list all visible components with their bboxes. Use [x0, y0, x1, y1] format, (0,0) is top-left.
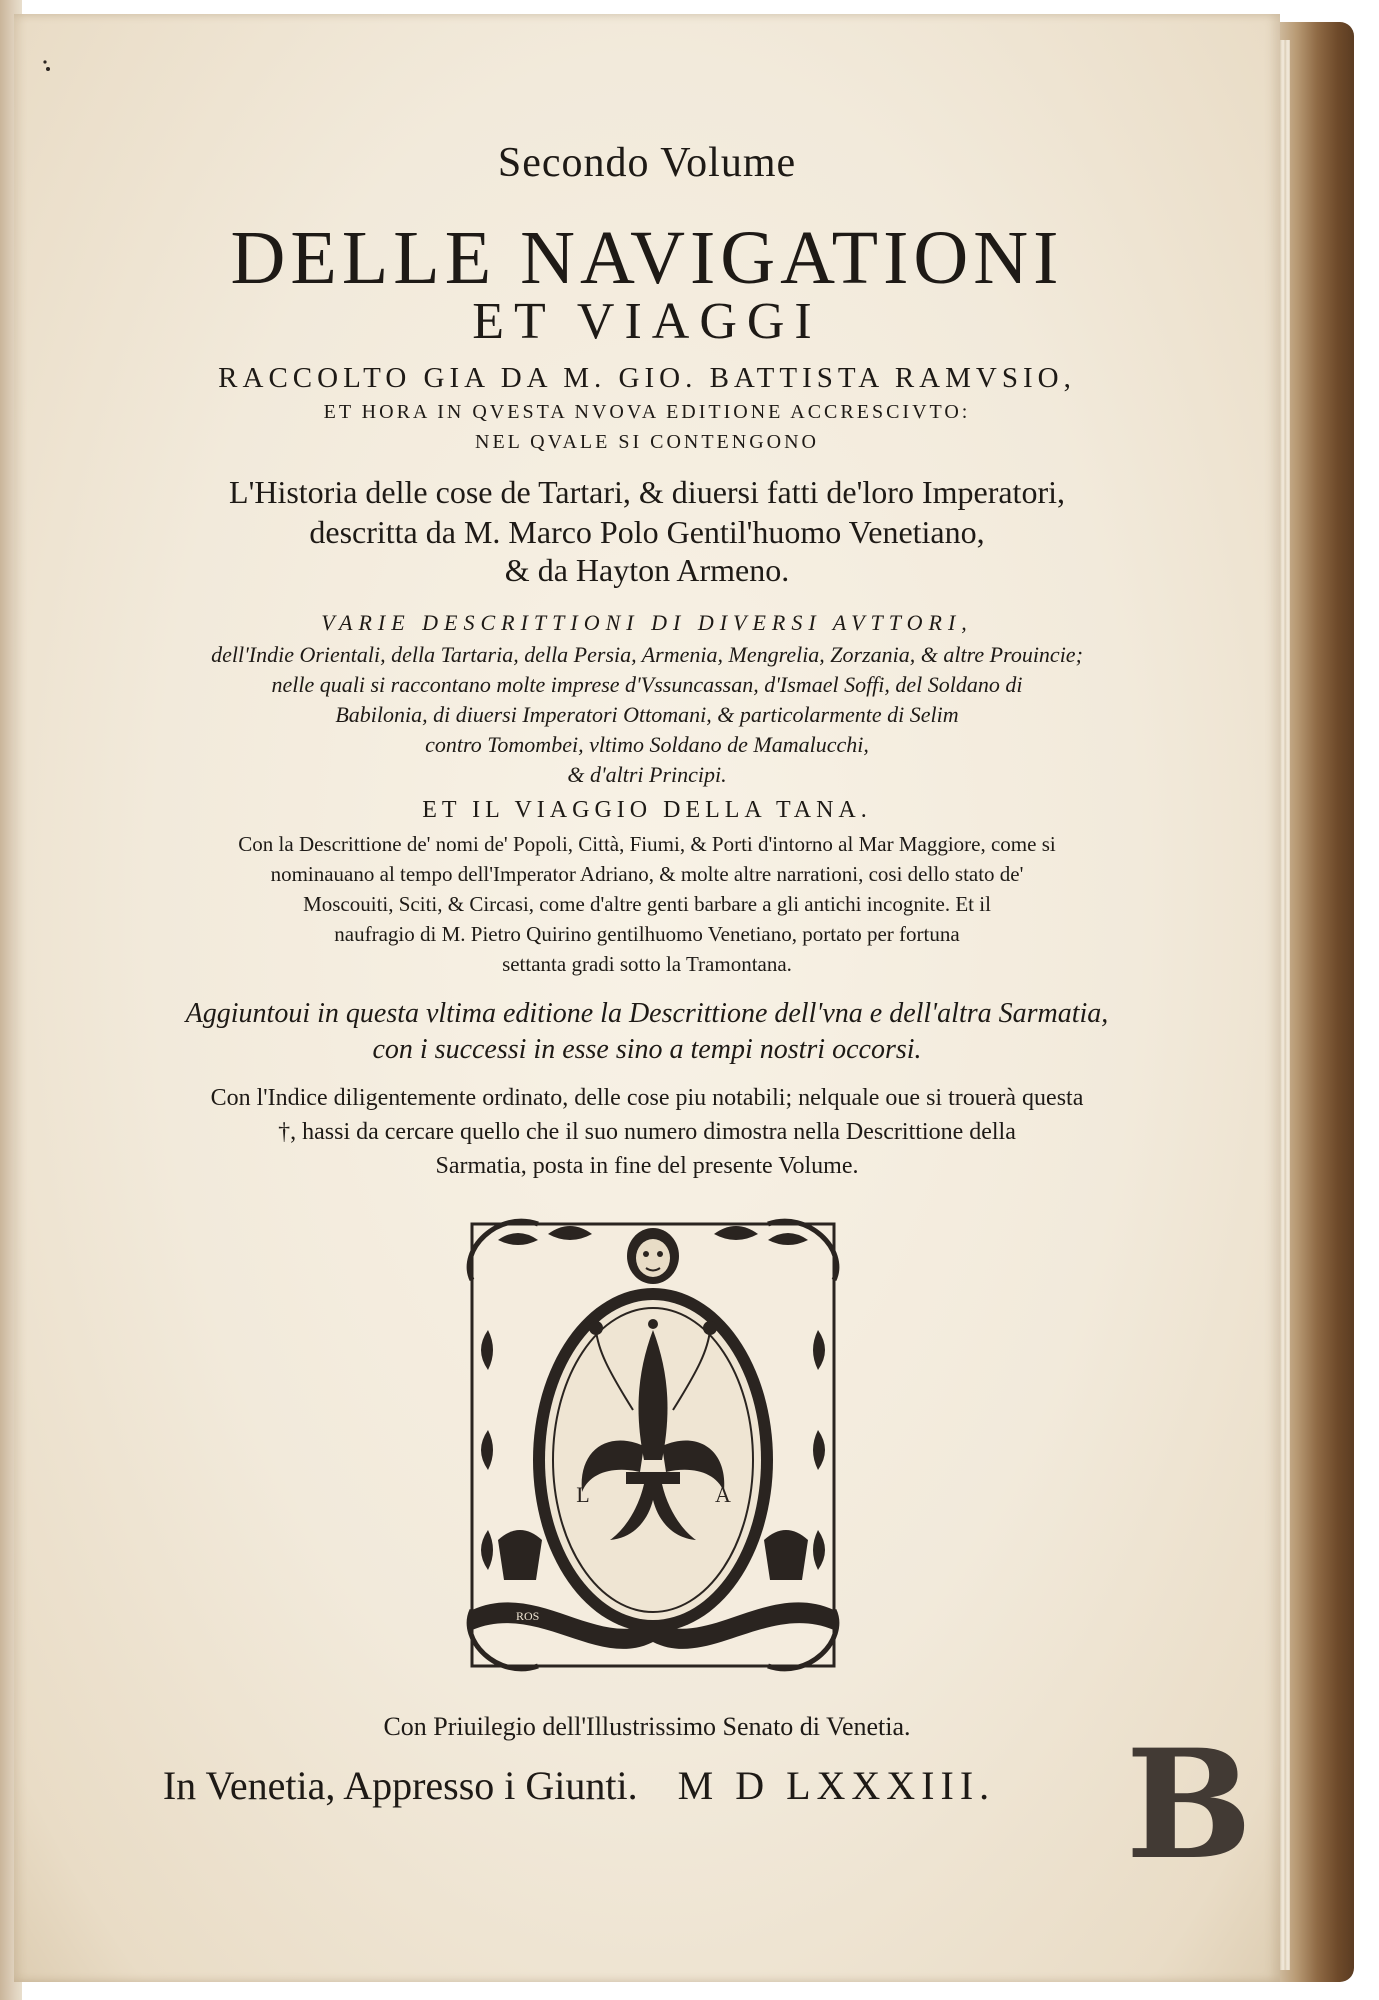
descrittione-line-1: Con la Descrittione de' nomi de' Popoli, Città, Fiumi, & Porti d'intorno al Mar Maggiore, come si	[238, 832, 1056, 856]
contents-intro: NEL QVALE SI CONTENGONO	[475, 431, 819, 453]
historia-line-1: L'Historia delle cose de Tartari, & diuersi fatti de'loro Imperatori,	[229, 474, 1065, 510]
ink-speck-icon	[42, 58, 52, 74]
aggiuntoui-line-1: Aggiuntoui in questa vltima editione la Descrittione dell'vna e dell'altra Sarmatia,	[185, 998, 1109, 1029]
varie-line-3: Babilonia, di diuersi Imperatori Ottomani, & particolarmente di Selim	[335, 702, 959, 727]
varie-line-2: nelle quali si raccontano molte imprese d'Vssuncassan, d'Ismael Soffi, del Soldano di	[271, 672, 1023, 697]
descrittione-line-3: Moscouiti, Sciti, & Circasi, come d'altre genti barbare a gli antichi incognite. Et il	[303, 892, 991, 916]
device-initial-left: L	[576, 1482, 590, 1507]
printers-device-fleur-de-lis-icon	[458, 1210, 848, 1680]
varie-line-4: contro Tomombei, vltimo Soldano de Mamalucchi,	[425, 732, 869, 757]
title-page	[14, 14, 1280, 1982]
historia-line-2: descritta da M. Marco Polo Gentil'huomo Venetiano,	[309, 514, 985, 550]
imprint-year: M D LXXXIII.	[677, 1763, 996, 1808]
descrittione-line-5: settanta gradi sotto la Tramontana.	[502, 952, 792, 976]
viaggio-heading: ET IL VIAGGIO DELLA TANA.	[422, 797, 872, 823]
descrittione-line-2: nominauano al tempo dell'Imperator Adriano, & molte altre narrationi, cosi dello stato de'	[270, 862, 1024, 886]
secondary-title: ET VIAGGI	[472, 293, 822, 350]
descrittione-line-4: naufragio di M. Pietro Quirino gentilhuomo Venetiano, portato per fortuna	[334, 922, 960, 946]
indice-line-1: Con l'Indice diligentemente ordinato, delle cose piu notabili; nelquale oue si trouerà questa	[210, 1085, 1084, 1111]
compiler-line: RACCOLTO GIA DA M. GIO. BATTISTA RAMVSIO,	[218, 362, 1076, 394]
indice-line-3: Sarmatia, posta in fine del presente Volume.	[435, 1153, 859, 1179]
aggiuntoui-line-2: con i successi in esse sino a tempi nostri occorsi.	[372, 1034, 922, 1065]
historia-line-3: & da Hayton Armeno.	[504, 552, 790, 588]
imprint-line	[14, 1763, 1144, 1808]
device-ribbon-text: ROS	[516, 1609, 540, 1623]
varie-line-1: dell'Indie Orientali, della Tartaria, della Persia, Armenia, Mengrelia, Zorzania, & altre Prouincie;	[211, 642, 1083, 667]
indice-line-2: †, hassi da cercare quello che il suo numero dimostra nella Descrittione della	[278, 1119, 1016, 1145]
imprint-place: In Venetia, Appresso i Giunti.	[162, 1763, 638, 1808]
main-title: DELLE NAVIGATIONI	[230, 216, 1064, 300]
varie-heading: VARIE DESCRITTIONI DI DIVERSI AVTTORI,	[321, 610, 973, 635]
library-stamp: B	[1125, 1717, 1253, 1893]
volume-subtitle: Secondo Volume	[497, 140, 797, 186]
privilegio-line: Con Priuilegio dell'Illustrissimo Senato di Venetia.	[383, 1712, 911, 1741]
varie-line-5: & d'altri Principi.	[567, 762, 727, 787]
device-initial-right: A	[715, 1482, 731, 1507]
edition-line: ET HORA IN QVESTA NVOVA EDITIONE ACCRESCIVTO:	[323, 401, 971, 423]
